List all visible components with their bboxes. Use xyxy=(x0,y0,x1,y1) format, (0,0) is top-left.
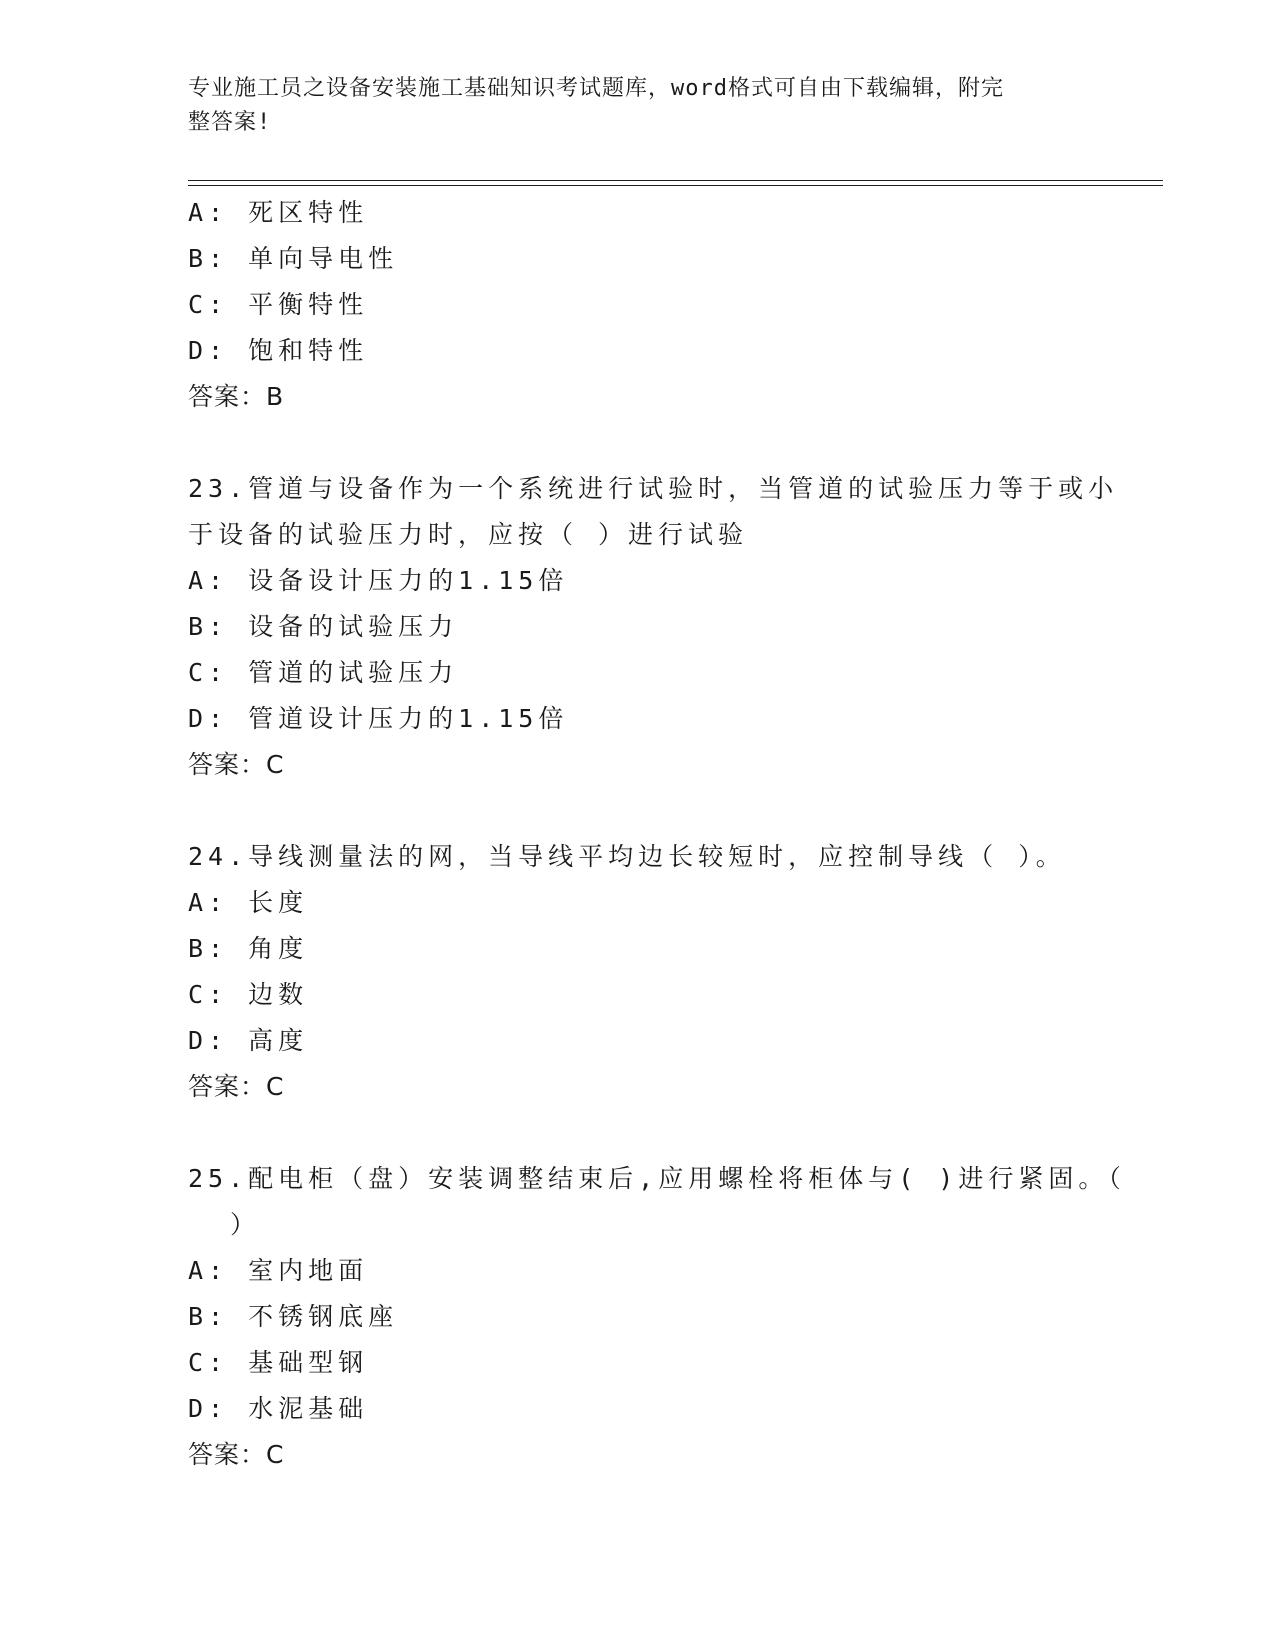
option-b: B: 单向导电性 xyxy=(188,244,399,273)
option-c: C: 边数 xyxy=(188,980,309,1009)
option-d: D: 水泥基础 xyxy=(188,1394,369,1423)
option-d: D: 管道设计压力的1.15倍 xyxy=(188,704,569,733)
question-22 xyxy=(188,190,1163,420)
question-25 xyxy=(188,1156,1163,1478)
option-c: C: 基础型钢 xyxy=(188,1348,369,1377)
question-stem: 23.管道与设备作为一个系统进行试验时，当管道的试验压力等于或小 xyxy=(188,474,1119,503)
header-line-1: 专业施工员之设备安装施工基础知识考试题库，word格式可自由下载编辑，附完 xyxy=(188,76,1004,101)
option-d: D: 高度 xyxy=(188,1026,309,1055)
spacer xyxy=(188,420,1163,466)
header-divider xyxy=(188,180,1163,186)
option-a: A: 设备设计压力的1.15倍 xyxy=(188,566,569,595)
question-stem-continued: 于设备的试验压力时，应按（ ）进行试验 xyxy=(188,520,749,549)
option-b: B: 角度 xyxy=(188,934,309,963)
spacer xyxy=(188,1110,1163,1156)
answer: 答案：C xyxy=(188,1440,285,1469)
option-b: B: 设备的试验压力 xyxy=(188,612,459,641)
option-b: B: 不锈钢底座 xyxy=(188,1302,399,1331)
option-d: D: 饱和特性 xyxy=(188,336,369,365)
answer: 答案：C xyxy=(188,1072,285,1101)
answer: 答案：C xyxy=(188,750,285,779)
option-c: C: 管道的试验压力 xyxy=(188,658,459,687)
question-23 xyxy=(188,466,1163,788)
document-page xyxy=(188,0,1163,1650)
option-a: A: 长度 xyxy=(188,888,309,917)
document-header xyxy=(188,72,1088,140)
answer: 答案：B xyxy=(188,382,285,411)
question-24 xyxy=(188,834,1163,1110)
question-list xyxy=(188,190,1163,1478)
option-a: A: 室内地面 xyxy=(188,1256,369,1285)
option-c: C: 平衡特性 xyxy=(188,290,369,319)
question-stem: 25.配电柜（盘）安装调整结束后,应用螺栓将柜体与( )进行紧固。（ xyxy=(188,1164,1126,1193)
option-a: A: 死区特性 xyxy=(188,198,369,227)
spacer xyxy=(188,788,1163,834)
header-line-2: 整答案! xyxy=(188,110,272,135)
question-stem-continued: ） xyxy=(230,1210,261,1239)
question-stem: 24.导线测量法的网，当导线平均边长较短时，应控制导线（ ）。 xyxy=(188,842,1066,871)
